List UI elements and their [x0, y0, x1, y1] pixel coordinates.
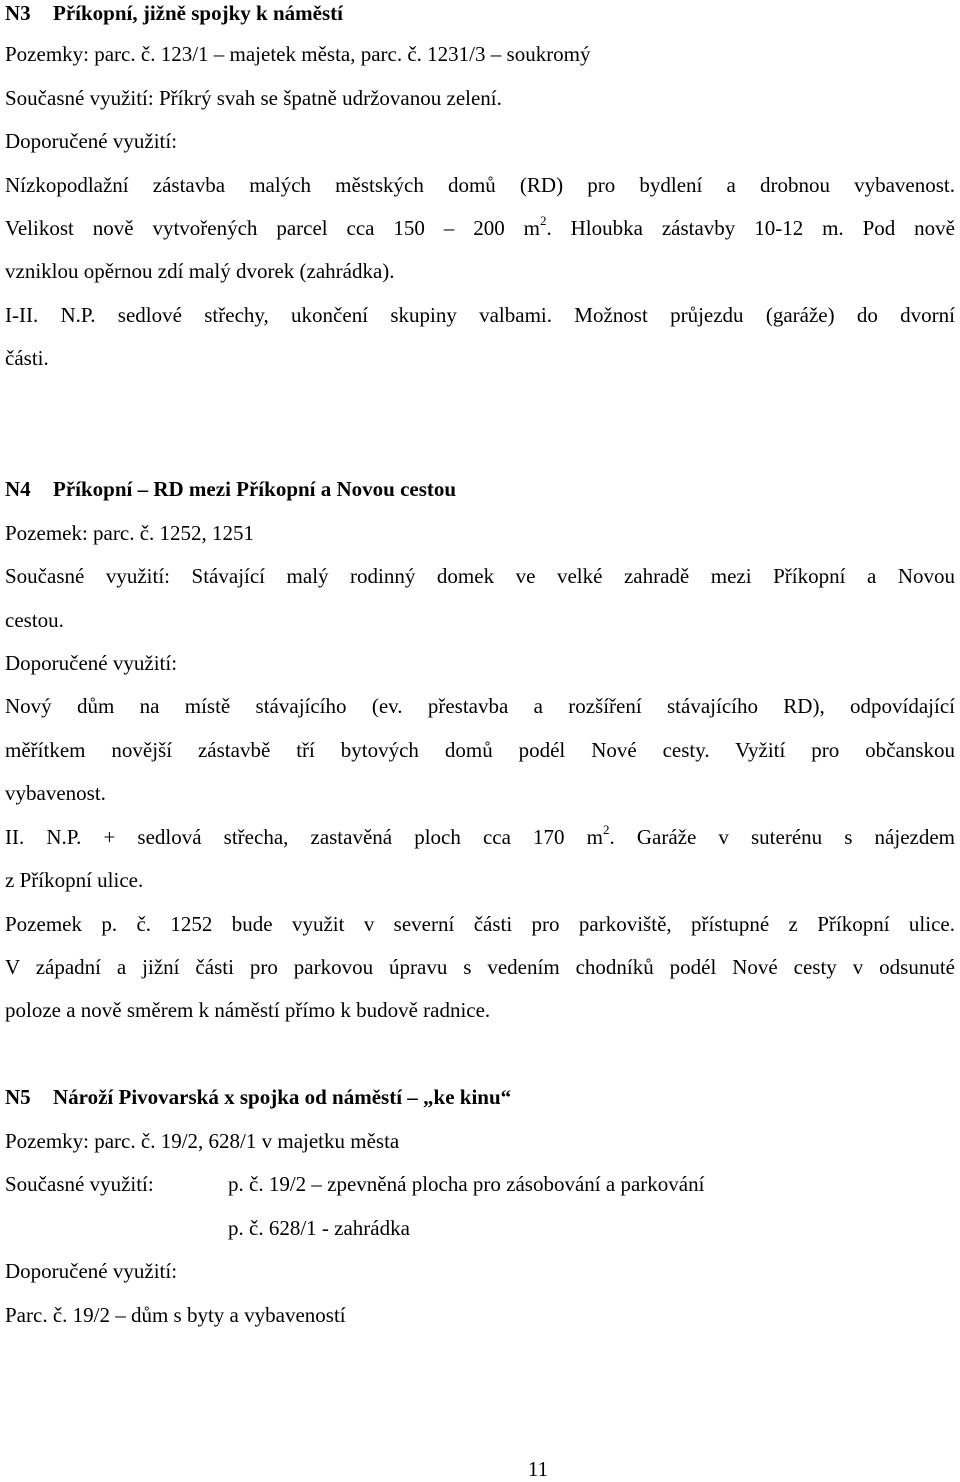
n3-rec-line-5: části. — [5, 346, 49, 370]
n4-heading — [5, 476, 456, 502]
n4-rec-line-5: z Příkopní ulice. — [5, 868, 144, 892]
n5-title: Nároží Pivovarská x spojka od náměstí – „ke kinu“ — [53, 1085, 512, 1109]
n3-rec-line-2: Velikost nově vytvořených parcel cca 150 – 200 $m^2$. Hloubka zástavby 10-12 m. Pod nově — [5, 213, 955, 240]
n4-current-use-line-1: Současné využití: Stávající malý rodinný domek ve velké zahradě mezi Příkopní a Novou — [5, 564, 955, 588]
n4-note-line-3: poloze a nově směrem k náměstí přímo k budově radnice. — [5, 998, 491, 1022]
n4-rec-line-2: měřítkem novější zástavbě tří bytových domů podél Nové cesty. Vyžití pro občanskou — [5, 738, 955, 762]
n4-recommended-label: Doporučené využití: — [5, 651, 178, 675]
n5-code: N5 — [5, 1085, 31, 1109]
n5-current-use-item-2: p. č. 628/1 - zahrádka — [228, 1216, 410, 1240]
n4-current-use-line-2: cestou. — [5, 608, 64, 632]
n4-plot: Pozemek: parc. č. 1252, 1251 — [5, 521, 255, 545]
n4-rec-line-1: Nový dům na místě stávajícího (ev. přestavba a rozšíření stávajícího RD), odpovídající — [5, 694, 955, 718]
n4-note-line-1: Pozemek p. č. 1252 bude využit v severní části pro parkoviště, přístupné z Příkopní ulice. — [5, 912, 955, 936]
n4-rec-line-3: vybavenost. — [5, 781, 106, 805]
page-number: 11 — [527, 1457, 549, 1481]
n5-heading — [5, 1084, 511, 1110]
n5-plots: Pozemky: parc. č. 19/2, 628/1 v majetku města — [5, 1129, 400, 1153]
n3-rec-line-3: vzniklou opěrnou zdí malý dvorek (zahrádka). — [5, 259, 395, 283]
n5-rec-line-1: Parc. č. 19/2 – dům s byty a vybaveností — [5, 1303, 346, 1327]
n5-current-use-label: Současné využití: — [5, 1172, 154, 1196]
n5-current-use-item-1: p. č. 19/2 – zpevněná plocha pro zásobování a parkování — [228, 1172, 705, 1196]
n3-rec-line-4: I-II. N.P. sedlové střechy, ukončení skupiny valbami. Možnost průjezdu (garáže) do dvorní — [5, 303, 955, 327]
n4-code: N4 — [5, 477, 31, 501]
n4-title: Příkopní – RD mezi Příkopní a Novou cestou — [53, 477, 457, 501]
n3-rec-line-1: Nízkopodlažní zástavba malých městských domů (RD) pro bydlení a drobnou vybavenost. — [5, 173, 955, 197]
n3-heading — [5, 0, 343, 26]
n3-code: N3 — [5, 1, 31, 25]
n5-recommended-label: Doporučené využití: — [5, 1259, 178, 1283]
n4-note-line-2: V západní a jižní části pro parkovou úpravu s vedením chodníků podél Nové cesty v odsunuté — [5, 955, 955, 979]
n3-title: Příkopní, jižně spojky k náměstí — [53, 1, 343, 25]
n3-recommended-label: Doporučené využití: — [5, 129, 178, 153]
n3-plots: Pozemky: parc. č. 123/1 – majetek města, parc. č. 1231/3 – soukromý — [5, 42, 591, 66]
n4-rec-line-4: II. N.P. + sedlová střecha, zastavěná ploch cca 170 $m^2$. Garáže v suterénu s nájezdem — [5, 822, 955, 849]
n3-current-use: Současné využití: Příkrý svah se špatně udržovanou zelení. — [5, 86, 502, 110]
